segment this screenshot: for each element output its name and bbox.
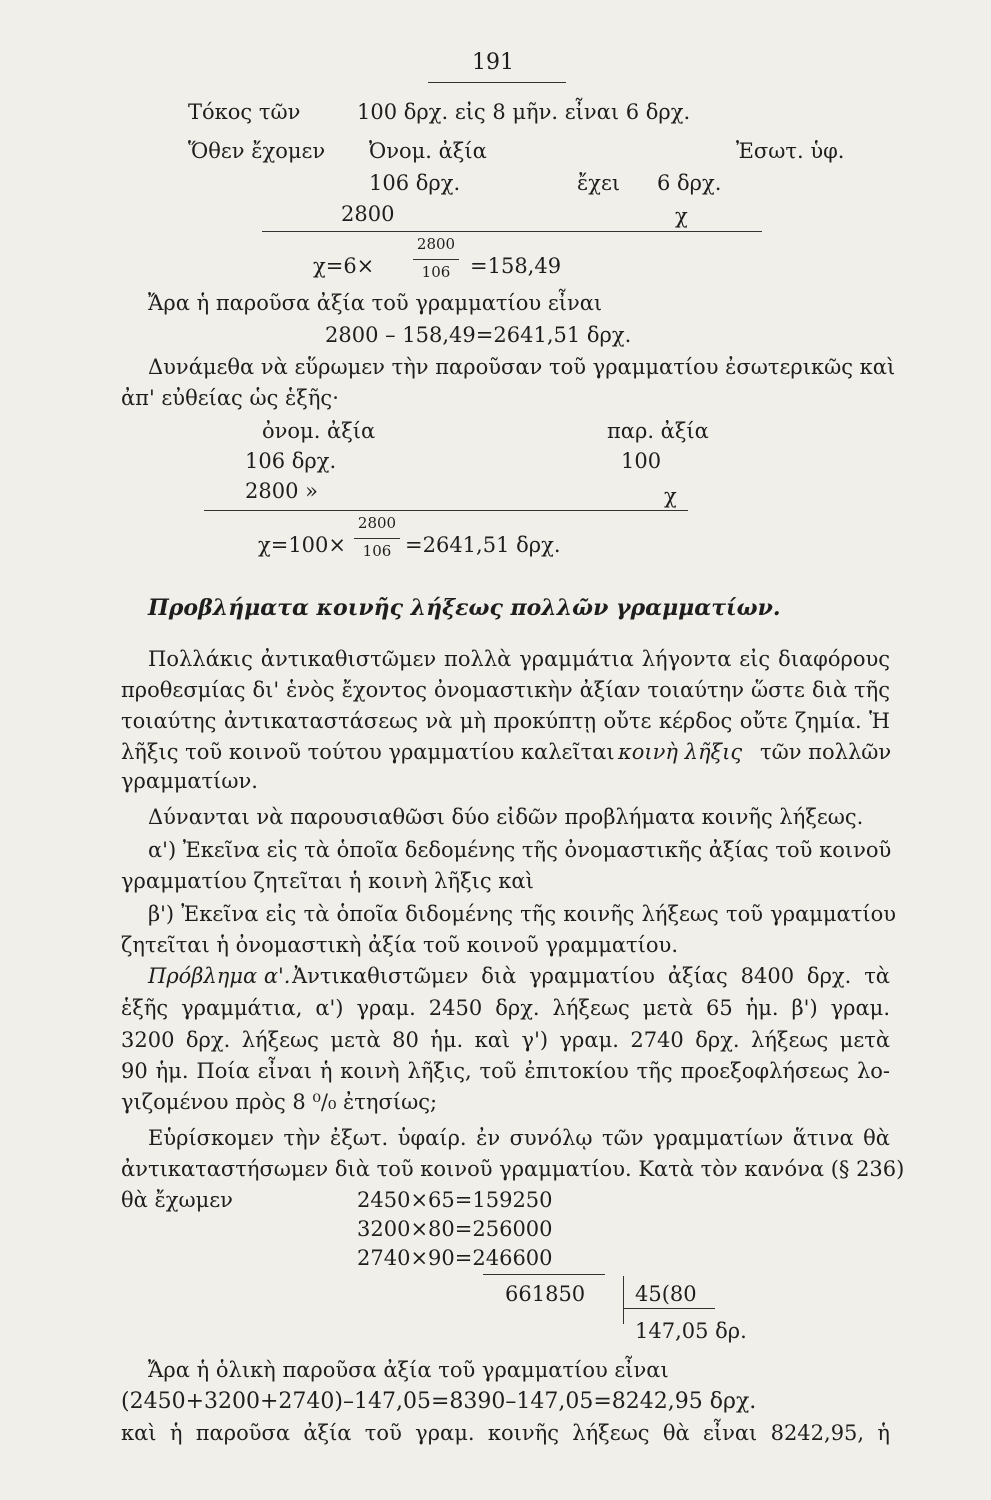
para1-line4-a: λῆξις τοῦ κοινοῦ τούτου γραμματίου καλεῖται xyxy=(121,740,615,764)
quotient: 147,05 δρ. xyxy=(635,1319,747,1343)
problem-line4: 90 ἡμ. Ποία εἶναι ἡ κοινὴ λῆξις, τοῦ ἐπιτοκίου τῆς προεξοφλήσεως λο- xyxy=(121,1059,890,1083)
product-1: 2450×65=159250 xyxy=(357,1188,553,1212)
para-b-line2: ζητεῖται ἡ ὀνομαστικὴ ἀξία τοῦ κοινοῦ γραμματίου. xyxy=(121,933,678,957)
header-rule xyxy=(428,82,566,83)
row-x: χ xyxy=(675,204,688,228)
internal-discount-header: Ἐσωτ. ὑφ. xyxy=(736,139,845,163)
para-b-line1: β') Ἐκεῖνα εἰς τὰ ὁποῖα διδομένης τῆς κοινῆς λήξεως τοῦ γραμματίου xyxy=(148,902,896,926)
b2-present-header: παρ. ἀξία xyxy=(607,419,709,443)
problem-line1: Ἀντικαθιστῶμεν διὰ γραμματίου ἀξίας 8400 δρχ. τὰ xyxy=(292,964,890,988)
para1-line2: προθεσμίας δι' ἑνὸς ἔχοντος ὀνομαστικὴν ἀξίαν τοιαύτην ὥστε διὰ τῆς xyxy=(121,678,890,702)
eq2-fraction-bar xyxy=(354,538,400,539)
para-a-line2: γραμματίου ζητεῖται ἡ κοινὴ λῆξις καὶ xyxy=(121,869,534,893)
row-106: 106 δρχ. xyxy=(369,171,461,195)
block2-rule xyxy=(204,510,688,511)
problem-label: Πρόβλημα α'. xyxy=(148,964,291,988)
eq2-lhs: χ=100× xyxy=(258,533,346,557)
thus-label: Ὅθεν ἔχομεν xyxy=(188,139,326,163)
para1-line1: Πολλάκις ἀντικαθιστῶμεν πολλὰ γραμμάτια λήγοντα εἰς διαφόρους xyxy=(148,647,890,671)
final-line1: Ἄρα ἡ ὁλικὴ παροῦσα ἀξία τοῦ γραμματίου εἶναι xyxy=(148,1358,669,1382)
eq1-fraction-bar xyxy=(413,259,459,260)
para1-line5: γραμματίων. xyxy=(121,769,258,793)
sum-rule xyxy=(483,1274,605,1275)
interest-label: Τόκος τῶν xyxy=(188,100,301,124)
row-6: 6 δρχ. xyxy=(657,171,722,195)
para-direct-1: Δυνάμεθα νὰ εὕρωμεν τὴν παροῦσαν τοῦ γραμματίου ἐσωτερικῶς καὶ xyxy=(148,355,896,379)
product-2: 3200×80=256000 xyxy=(357,1217,553,1241)
nominal-value-header: Ὀνομ. ἀξία xyxy=(369,139,487,163)
calc-present-value: 2800 – 158,49=2641,51 δρχ. xyxy=(325,323,632,347)
eq1-lhs: χ=6× xyxy=(313,254,375,278)
row-2800: 2800 xyxy=(341,202,395,226)
division-bar-horizontal xyxy=(623,1308,715,1309)
interest-value: 100 δρχ. εἰς 8 μῆν. εἶναι 6 δρχ. xyxy=(357,100,691,124)
solution-line1: Εὑρίσκομεν τὴν ἐξωτ. ὑφαίρ. ἐν συνόλῳ τῶν γραμματίων ἅτινα θὰ xyxy=(148,1126,890,1150)
divisor: 45(80 xyxy=(635,1282,697,1306)
solution-line2: ἀντικαταστήσωμεν διὰ τοῦ κοινοῦ γραμματίου. Κατὰ τὸν κανόνα (§ 236) xyxy=(121,1157,905,1181)
para1-line3: τοιαύτης ἀντικαταστάσεως νὰ μὴ προκύπτῃ οὔτε κέρδος οὔτε ζημία. Ἡ xyxy=(121,709,890,733)
solution-label: θὰ ἔχωμεν xyxy=(121,1188,233,1212)
para1-line4-b: κοινὴ λῆξις xyxy=(618,740,743,764)
b2-row-2800: 2800 » xyxy=(245,479,318,503)
sum-value: 661850 xyxy=(505,1282,586,1306)
final-line3: καὶ ἡ παροῦσα ἀξία τοῦ γραμ. κοινῆς λήξεως θὰ εἶναι 8242,95, ἡ xyxy=(121,1421,890,1445)
eq1-denominator: 106 xyxy=(421,263,451,281)
eq1-numerator: 2800 xyxy=(416,235,456,253)
row-has: ἔχει xyxy=(577,171,621,195)
b2-row-100: 100 xyxy=(621,449,662,473)
b2-row-x: χ xyxy=(664,484,677,508)
problem-line5: γιζομένου πρὸς 8 ⁰/₀ ἐτησίως; xyxy=(121,1090,438,1114)
eq2-rhs: =2641,51 δρχ. xyxy=(405,533,561,557)
product-3: 2740×90=246600 xyxy=(357,1246,553,1270)
therefore-present-value: Ἄρα ἡ παροῦσα ἀξία τοῦ γραμματίου εἶναι xyxy=(148,291,603,315)
eq1-rhs: =158,49 xyxy=(470,254,562,278)
problem-line2: ἑξῆς γραμμάτια, α') γραμ. 2450 δρχ. λήξεως μετὰ 65 ἡμ. β') γραμ. xyxy=(121,996,890,1020)
para2: Δύνανται νὰ παρουσιαθῶσι δύο εἰδῶν προβλήματα κοινῆς λήξεως. xyxy=(148,805,864,829)
block1-rule xyxy=(262,231,762,232)
division-bar-vertical xyxy=(623,1276,624,1324)
eq2-denominator: 106 xyxy=(362,542,392,560)
para1-line4-c: τῶν πολλῶν xyxy=(760,740,892,764)
page-number: 191 xyxy=(472,50,514,75)
final-line2: (2450+3200+2740)–147,05=8390–147,05=8242,95 δρχ. xyxy=(121,1389,757,1414)
section-heading: Προβλήματα κοινῆς λήξεως πολλῶν γραμματίων. xyxy=(148,595,781,621)
eq2-numerator: 2800 xyxy=(357,514,397,532)
problem-line3: 3200 δρχ. λήξεως μετὰ 80 ἡμ. καὶ γ') γραμ. 2740 δρχ. λήξεως μετὰ xyxy=(121,1028,890,1052)
para-a-line1: α') Ἐκεῖνα εἰς τὰ ὁποῖα δεδομένης τῆς ὀνομαστικῆς ἀξίας τοῦ κοινοῦ xyxy=(148,838,892,862)
b2-nominal-header: ὀνομ. ἀξία xyxy=(262,419,376,443)
para-direct-2: ἀπ' εὐθείας ὡς ἑξῆς· xyxy=(121,386,339,410)
b2-row-106: 106 δρχ. xyxy=(245,449,337,473)
